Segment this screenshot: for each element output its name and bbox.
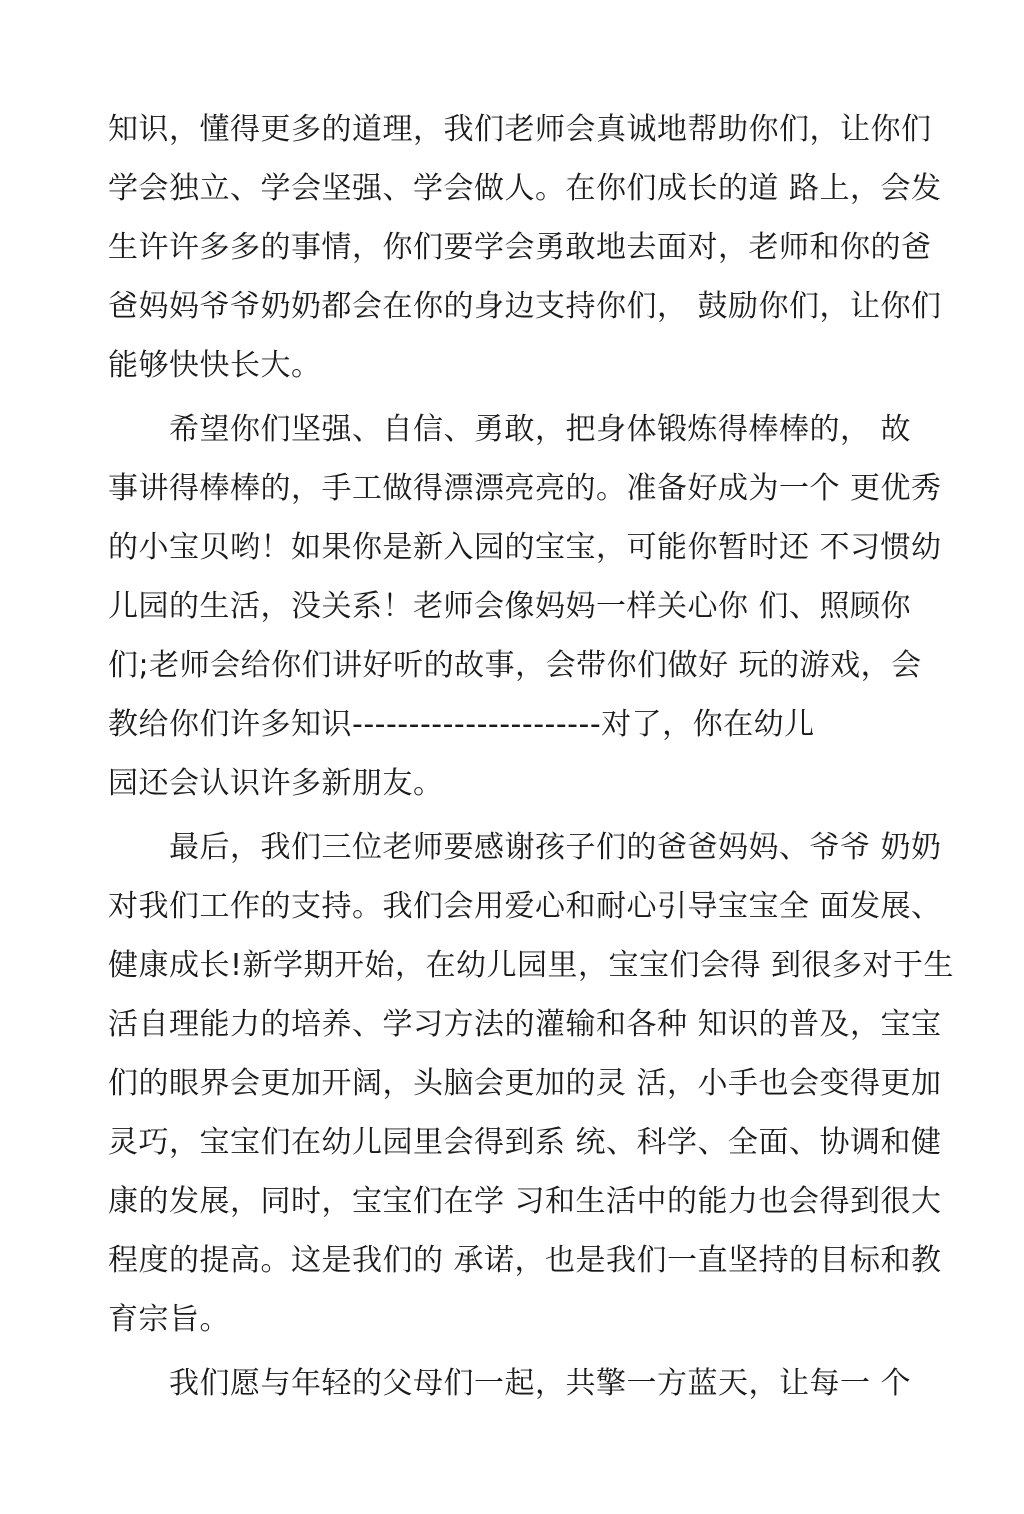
text-line: 康的发展，同时，宝宝们在学 习和生活中的能力也会得到很大 [108, 1184, 942, 1219]
text-line: 们的眼界会更加开阔，头脑会更加的灵 活，小手也会变得更加 [108, 1066, 942, 1101]
text-line: 的小宝贝哟！如果你是新入园的宝宝，可能你暂时还 不习惯幼 [108, 530, 942, 565]
text-line: 爸妈妈爷爷奶奶都会在你的身边支持你们， 鼓励你们，让你们 [108, 289, 942, 324]
text-line: 能够快快长大。 [108, 348, 322, 383]
text-line: 们;老师会给你们讲好听的故事，会带你们做好 玩的游戏，会 [108, 648, 922, 683]
text-line: 活自理能力的培养、学习方法的灌输和各种 知识的普及，宝宝 [108, 1007, 942, 1042]
text-line: 生许许多多的事情，你们要学会勇敢地去面对，老师和你的爸 [108, 230, 932, 265]
text-line: 教给你们许多知识----------------------对了，你在幼儿 [108, 707, 815, 742]
text-line: 学会独立、学会坚强、学会做人。在你们成长的道 路上，会发 [108, 171, 942, 206]
text-line: 健康成长!新学期开始，在幼儿园里，宝宝们会得 到很多对于生 [108, 948, 955, 983]
text-line: 最后，我们三位老师要感谢孩子们的爸爸妈妈、爷爷 奶奶 [108, 830, 942, 865]
text-line: 希望你们坚强、自信、勇敢，把身体锻炼得棒棒的， 故 [108, 412, 912, 447]
text-line: 我们愿与年轻的父母们一起，共擎一方蓝天，让每一 个 [108, 1366, 912, 1401]
text-line: 知识，懂得更多的道理，我们老师会真诚地帮助你们，让你们 [108, 112, 932, 147]
text-line: 程度的提高。这是我们的 承诺，也是我们一直坚持的目标和教 [108, 1243, 942, 1278]
text-line: 育宗旨。 [108, 1302, 230, 1337]
text-line: 事讲得棒棒的，手工做得漂漂亮亮的。准备好成为一个 更优秀 [108, 471, 942, 506]
text-line: 灵巧，宝宝们在幼儿园里会得到系 统、科学、全面、协调和健 [108, 1125, 942, 1160]
text-line: 对我们工作的支持。我们会用爱心和耐心引导宝宝全 面发展、 [108, 889, 942, 924]
text-line: 园还会认识许多新朋友。 [108, 766, 444, 801]
text-line: 儿园的生活，没关系！老师会像妈妈一样关心你 们、照顾你 [108, 589, 912, 624]
